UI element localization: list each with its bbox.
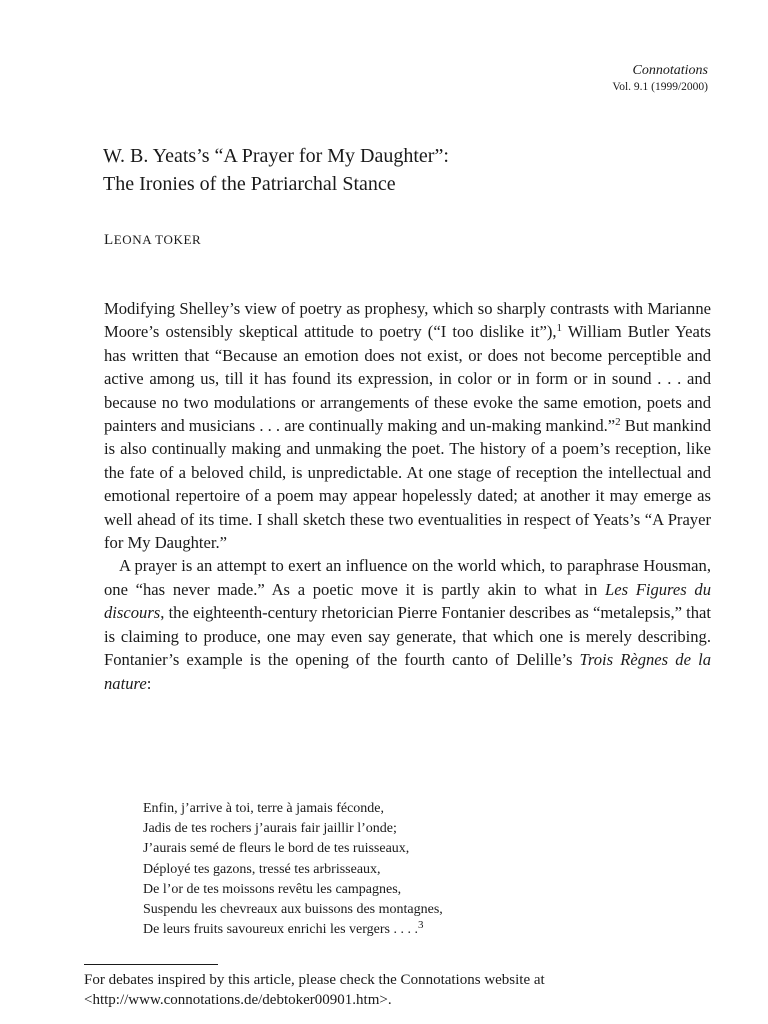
paragraph-1-text-b: William Butler Yeats has written that “Because an emotion does not exist, or does not become perceptible and active among us, till it has found its expression, in color or in form or in sound . . . and because no two modulations or arrangements of these evoke the same emotion, poets and painters and musicians . . . are continually making and un-making mankind.”: [104, 322, 711, 436]
verse-line-3: J’aurais semé de fleurs le bord de tes ruisseaux,: [143, 841, 410, 857]
verse-line-4: Déployé tes gazons, tressé tes arbrisseaux,: [143, 861, 381, 877]
title-trois-regnes-de-la-nature: Trois Règnes de la nature: [104, 650, 711, 693]
author-name: LEONA TOKER: [104, 232, 202, 248]
footnote-link[interactable]: <http://www.connotations.de/debtoker00901.htm>.: [84, 992, 392, 1008]
article-title-line-2: The Ironies of the Patriarchal Stance: [103, 173, 396, 195]
verse-line-2: Jadis de tes rochers j’aurais fair jaillir l’onde;: [143, 821, 397, 837]
verse-line-7-text: De leurs fruits savoureux enrichi les vergers . . . .: [143, 922, 418, 938]
verse-line-5: De l’or de tes moissons revêtu les campagnes,: [143, 881, 402, 897]
journal-name: Connotations: [632, 63, 708, 78]
paragraph-2-text-b: , the eighteenth-century rhetorician Pierre Fontanier describes as “metalepsis,” that is claiming to produce, one may even say generate, that which one is merely describing. Fontanier’s example is the opening of the fourth canto of Delille’s: [104, 603, 711, 670]
paragraph-1-text-c: But mankind is also continually making and unmaking the poet. The history of a poem’s reception, like the fate of a beloved child, is unpredictable. At one stage of reception the intellectual and emotional repertoire of a poem may appear hopelessly dated; at another it may emerge as well ahead of its time. I shall sketch these two eventualities in respect of Yeats’s “A Prayer for My Daughter.”: [104, 416, 711, 553]
paragraph-1-text-a: Modifying Shelley’s view of poetry as prophesy, which so sharply contrasts with Marianne Moore’s ostensibly skeptical attitude to poetry (“I too dislike it”),: [104, 299, 711, 342]
footnote-ref-1: 1: [556, 322, 563, 335]
title-les-figures-du-discours: Les Figures du discours: [104, 579, 711, 623]
footnote-separator: [84, 964, 218, 965]
footnote-ref-3: 3: [418, 919, 424, 932]
verse-quotation: [143, 799, 443, 940]
paragraph-2-text-a: A prayer is an attempt to exert an influence on the world which, to paraphrase Housman, one “has never made.” As a poetic move it is partly akin to what in: [104, 556, 711, 599]
article-title: [103, 142, 449, 198]
paragraph-2-text-c: :: [146, 673, 152, 693]
paragraph-1: [104, 297, 711, 554]
journal-volume: Vol. 9.1 (1999/2000): [612, 81, 708, 93]
footnote-ref-2: 2: [615, 416, 621, 429]
article-title-line-1: W. B. Yeats’s “A Prayer for My Daughter”:: [103, 145, 449, 167]
paragraph-2: [104, 554, 711, 694]
verse-line-1: Enfin, j’arrive à toi, terre à jamais féconde,: [143, 801, 384, 816]
footnote-line-1: For debates inspired by this article, please check the Connotations website at: [84, 972, 545, 988]
verse-line-6: Suspendu les chevreaux aux buissons des montagnes,: [143, 902, 443, 918]
article-body: [104, 297, 711, 695]
footnote: [84, 970, 724, 1010]
journal-header: [612, 62, 708, 95]
verse-line-7: [143, 920, 443, 940]
